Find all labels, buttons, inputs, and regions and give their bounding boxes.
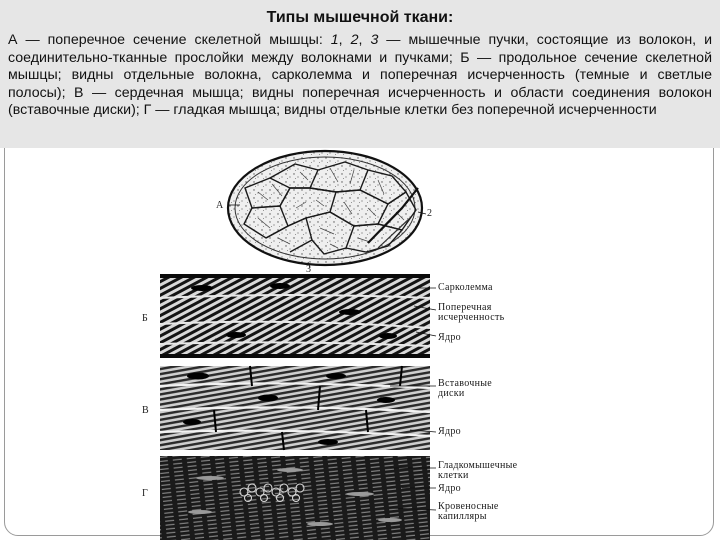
label-nucleus-g: Ядро [438,483,461,494]
label-nucleus-v: Ядро [438,426,461,437]
label-striation-1: Поперечная [438,302,492,313]
caption-part-2: — мышечные пучки, состоящие из волокон, и соединительно-тканные прослойки между волокнами и пучками; Б — продольное сечение скелетной мышцы; видны отдельные волокна, сарколемма и поперечная исчерченность (темные и светлые полосы); В — сердечная мышца; видны поперечная исчерченность и области соединения волокон (вставочные диски); Г — гладкая мышца; видны отдельные клетки без поперечной исчерченности [8,32,713,118]
caption-number-3: 3 [370,32,379,48]
muscle-tissue-figure [140,148,580,540]
label-capillaries-2: капилляры [438,511,487,522]
caption-box [0,0,720,148]
label-capillaries-1: Кровеносные [438,501,499,512]
panel-label-v: В [142,405,149,416]
label-nucleus-b: Ядро [438,332,461,343]
label-discs-2: диски [438,388,465,399]
label-smooth-2: клетки [438,470,469,481]
label-smooth-1: Гладкомышечные [438,460,518,471]
panel-b-skeletal-longitudinal [160,274,436,358]
panel-v-cardiac-muscle [160,366,436,450]
figure-caption [8,32,712,120]
caption-sep-1: , [338,32,351,48]
label-sarcolemma: Сарколемма [438,282,493,293]
panel-label-2: 2 [427,208,432,219]
panel-label-b: Б [142,313,148,324]
page-title: Типы мышечной ткани: [266,9,454,26]
caption-sep-2: , [358,32,371,48]
caption-part-1: А — поперечное сечение скелетной мышцы: [8,32,331,48]
label-striation-2: исчерченность [438,312,505,323]
panel-label-a: А [216,200,224,211]
caption-number-2: 2 [350,32,359,48]
caption-number-1: 1 [330,32,339,48]
label-discs-1: Вставочные [438,378,492,389]
panel-label-3: 3 [306,264,311,275]
panel-label-g: Г [142,488,148,499]
panel-a-cross-section [228,151,426,268]
panel-g-smooth-muscle [160,456,436,540]
histology-illustration [140,148,580,540]
